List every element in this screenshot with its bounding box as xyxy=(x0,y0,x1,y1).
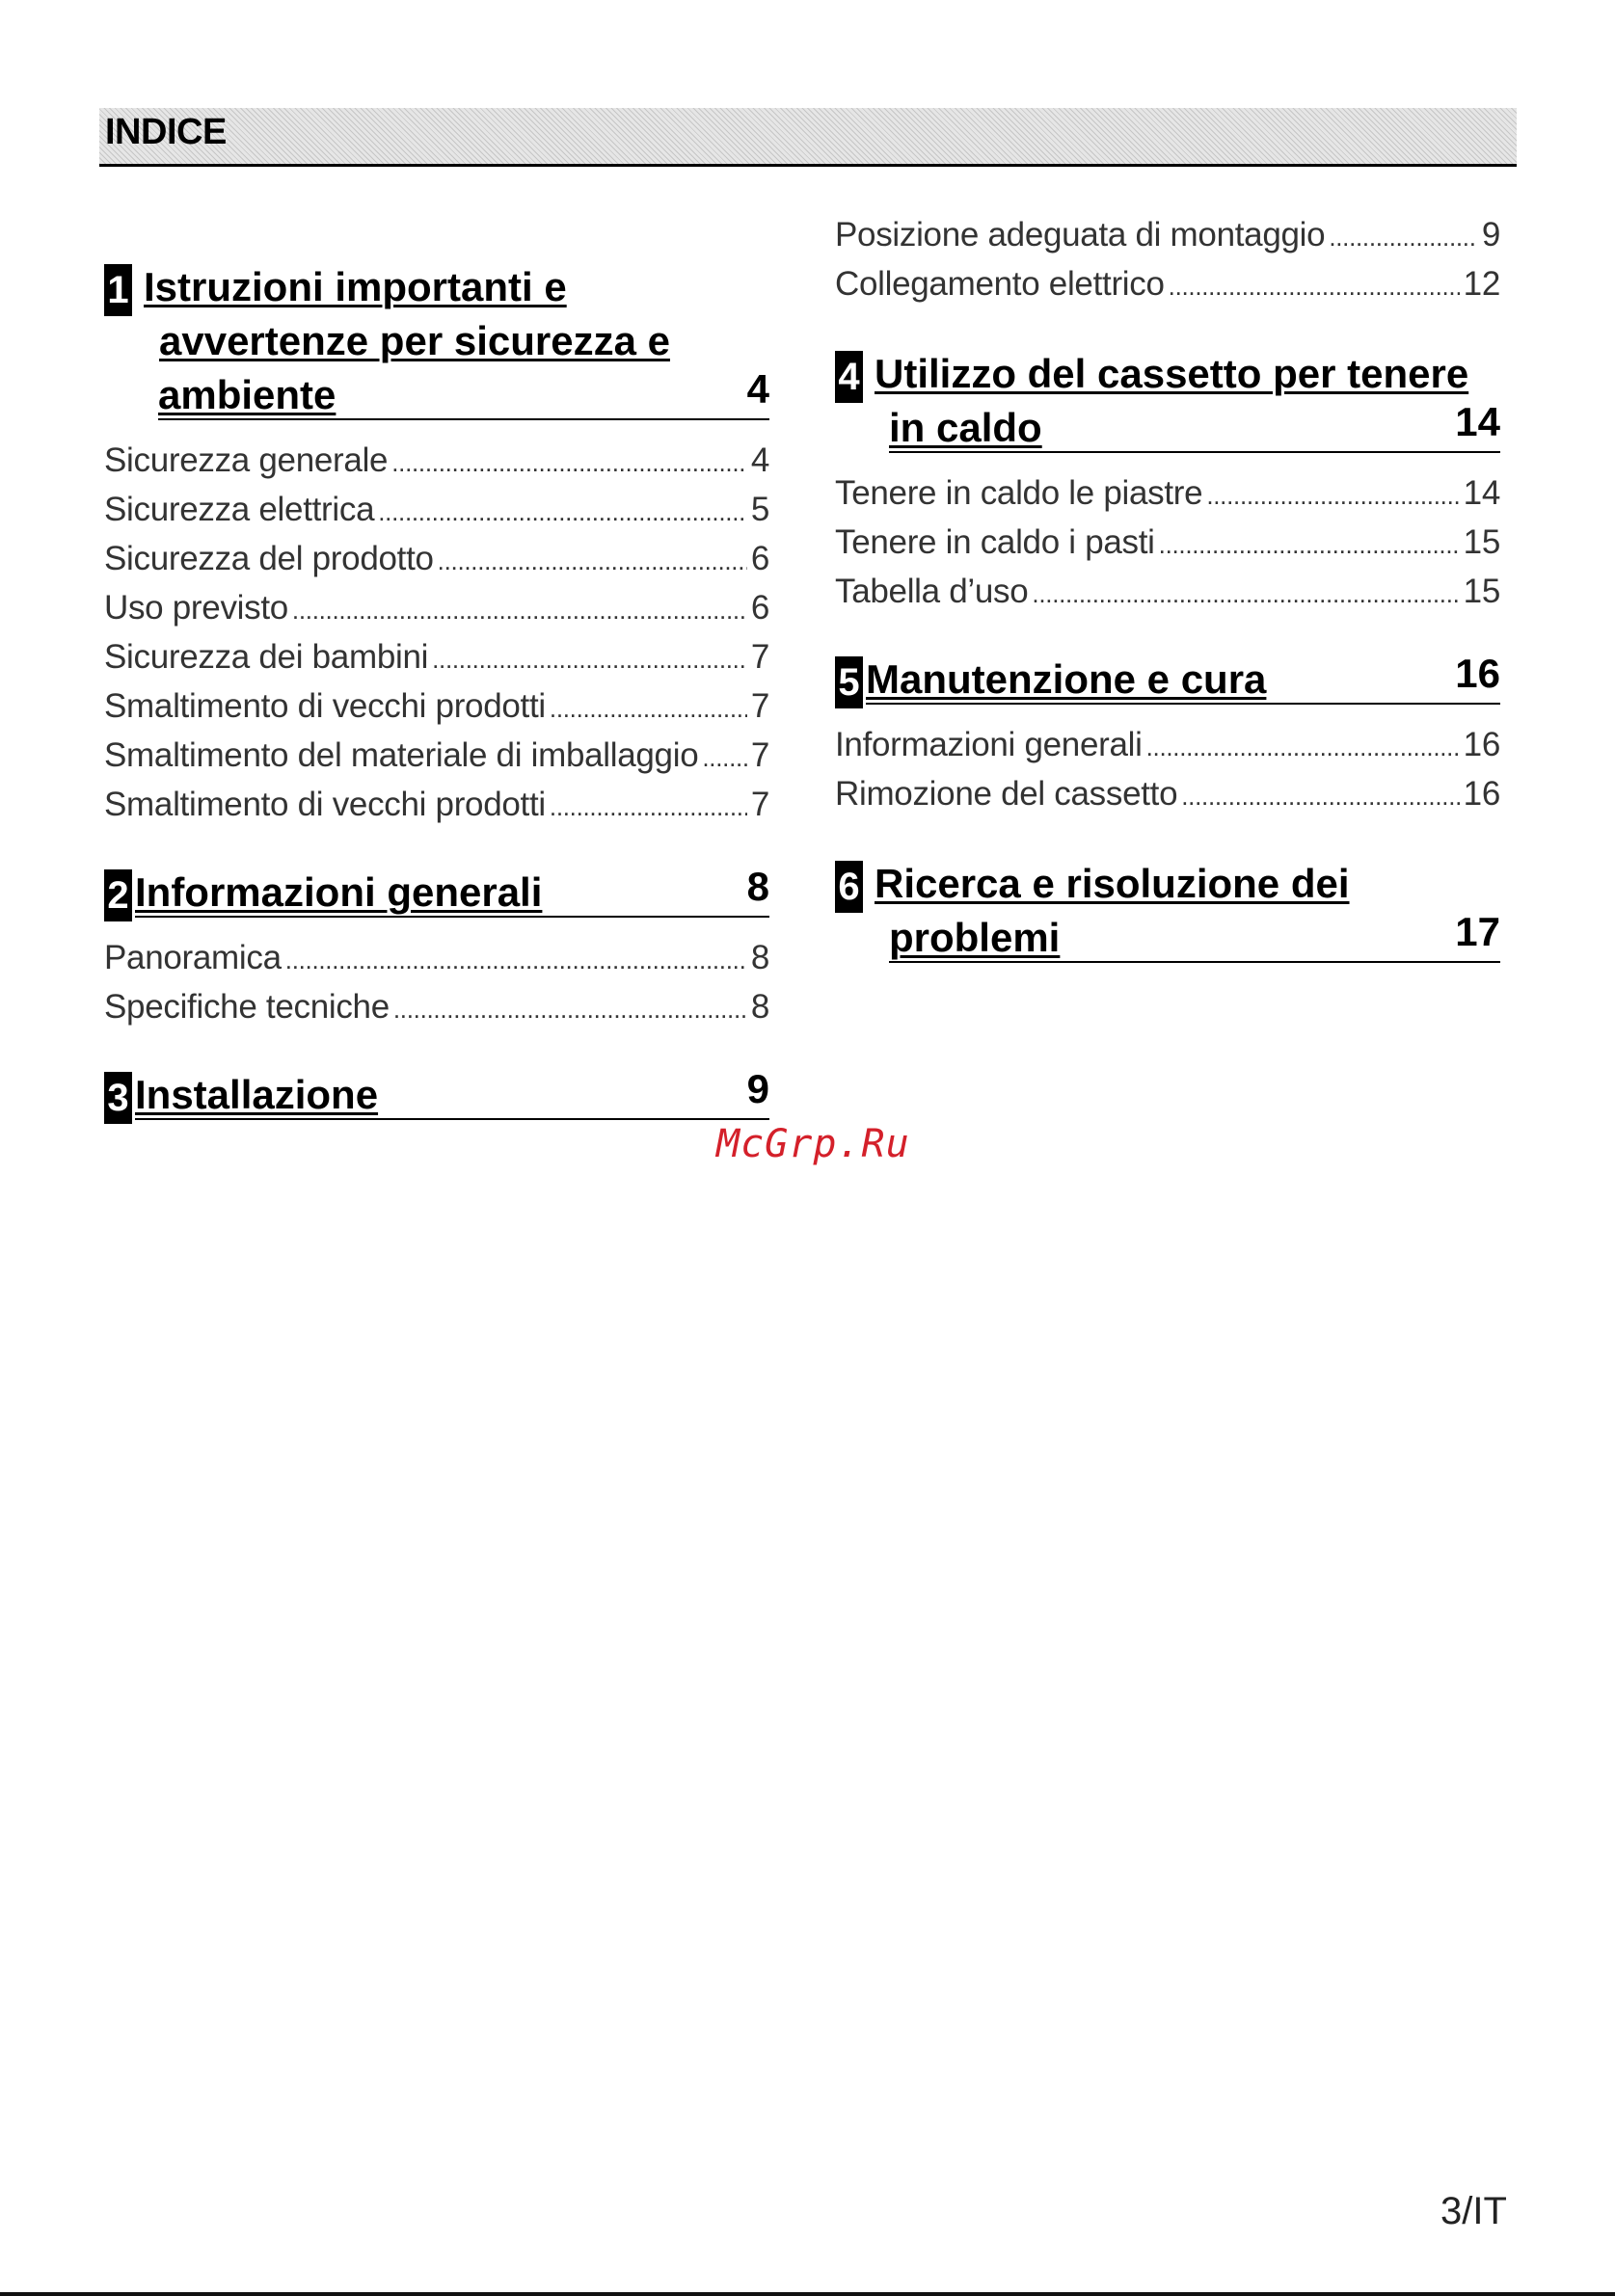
section-title-line[interactable] xyxy=(158,368,769,420)
dot-leader xyxy=(1206,471,1459,521)
toc-entry-page: 15 xyxy=(1463,573,1500,610)
toc-section-5 xyxy=(835,653,1500,818)
toc-entry-list xyxy=(835,720,1500,818)
toc-entry-label: Specifiche tecniche xyxy=(104,988,390,1026)
toc-entry-page: 6 xyxy=(750,540,769,577)
toc-entry-label: Informazioni generali xyxy=(835,726,1143,763)
dot-leader xyxy=(285,936,747,985)
section-title-line[interactable] xyxy=(889,911,1500,963)
section-title-text: avvertenze per sicurezza e xyxy=(159,318,670,363)
toc-entry[interactable] xyxy=(104,632,769,681)
toc-entry-label: Rimozione del cassetto xyxy=(835,775,1178,813)
dot-leader xyxy=(1169,262,1460,311)
toc-entry-list xyxy=(104,436,769,829)
section-title-text: Istruzioni importanti e xyxy=(144,264,567,309)
section-title-line[interactable] xyxy=(889,401,1500,453)
toc-entry-page: 8 xyxy=(750,939,769,976)
section-title-line[interactable] xyxy=(135,1068,769,1120)
dot-leader xyxy=(391,439,747,488)
section-number-badge: 2 xyxy=(104,869,132,921)
section-title-line[interactable] xyxy=(835,857,1500,911)
toc-entry-list xyxy=(835,210,1500,308)
toc-entry-list xyxy=(835,468,1500,616)
section-title-line[interactable] xyxy=(866,653,1500,705)
dot-leader xyxy=(550,783,747,832)
toc-entry[interactable] xyxy=(104,534,769,583)
section-title-text: problemi xyxy=(889,915,1061,960)
dot-leader xyxy=(702,734,746,783)
toc-entry-list xyxy=(104,933,769,1031)
toc-entry-label: Sicurezza generale xyxy=(104,441,389,479)
toc-entry-page: 12 xyxy=(1463,265,1500,303)
index-title: INDICE xyxy=(105,112,227,152)
dot-leader xyxy=(1329,213,1478,262)
toc-entry-label: Smaltimento del materiale di imballaggio xyxy=(104,736,699,774)
section-page-number: 4 xyxy=(746,366,769,412)
toc-entry[interactable] xyxy=(104,436,769,485)
section-title-text: Informazioni generali xyxy=(135,869,543,915)
toc-entry-page: 14 xyxy=(1463,474,1500,512)
toc-entry-page: 7 xyxy=(750,736,769,774)
toc-entry-page: 8 xyxy=(750,988,769,1026)
toc-entry-label: Panoramica xyxy=(104,939,282,976)
dot-leader xyxy=(438,537,747,586)
toc-entry[interactable] xyxy=(104,731,769,780)
toc-entry-label: Tenere in caldo i pasti xyxy=(835,523,1155,561)
section-title-line[interactable] xyxy=(104,314,769,368)
dot-leader xyxy=(1032,570,1459,619)
section-page-number: 14 xyxy=(1455,399,1500,444)
dot-leader xyxy=(292,586,747,635)
toc-section-2 xyxy=(104,866,769,1031)
toc-entry[interactable] xyxy=(104,681,769,731)
index-header-band xyxy=(99,108,1517,167)
section-title-text: Ricerca e risoluzione dei xyxy=(875,861,1350,906)
dot-leader xyxy=(378,488,747,537)
section-number-badge: 6 xyxy=(835,861,863,913)
section-number-badge: 1 xyxy=(104,264,132,316)
toc-entry[interactable] xyxy=(835,468,1500,518)
toc-right-column xyxy=(835,210,1500,963)
section-page-number: 16 xyxy=(1455,651,1500,696)
toc-entry-page: 16 xyxy=(1463,726,1500,763)
section-page-number: 8 xyxy=(746,864,769,909)
toc-section-1 xyxy=(104,260,769,829)
toc-entry-label: Sicurezza dei bambini xyxy=(104,638,429,676)
toc-entry[interactable] xyxy=(104,485,769,534)
section-title-text: Utilizzo del cassetto per tenere xyxy=(875,351,1469,396)
toc-left-column xyxy=(104,222,769,1120)
toc-entry-page: 9 xyxy=(1481,216,1500,254)
toc-entry-label: Tabella d’uso xyxy=(835,573,1029,610)
section-title-text: in caldo xyxy=(889,405,1042,450)
section-title-text: Installazione xyxy=(135,1072,379,1117)
toc-entry-page: 16 xyxy=(1463,775,1500,813)
toc-entry[interactable] xyxy=(835,567,1500,616)
page-number: 3/IT xyxy=(1440,2190,1507,2232)
toc-section-6 xyxy=(835,857,1500,963)
dot-leader xyxy=(1159,521,1460,570)
section-title-text: Manutenzione e cura xyxy=(866,656,1267,702)
toc-entry-page: 6 xyxy=(750,589,769,627)
toc-entry-page: 5 xyxy=(750,491,769,528)
toc-entry[interactable] xyxy=(835,210,1500,259)
toc-entry-label: Sicurezza del prodotto xyxy=(104,540,434,577)
dot-leader xyxy=(393,985,747,1034)
toc-entry[interactable] xyxy=(835,518,1500,567)
toc-entry[interactable] xyxy=(835,720,1500,769)
toc-entry-label: Smaltimento di vecchi prodotti xyxy=(104,687,546,725)
toc-entry-label: Posizione adeguata di montaggio xyxy=(835,216,1326,254)
toc-section-4 xyxy=(835,347,1500,616)
toc-entry[interactable] xyxy=(835,769,1500,818)
section-number-badge: 4 xyxy=(835,351,863,403)
dot-leader xyxy=(550,684,747,734)
toc-entry[interactable] xyxy=(835,259,1500,308)
toc-entry-label: Tenere in caldo le piastre xyxy=(835,474,1203,512)
watermark-text: McGrp.Ru xyxy=(716,1122,910,1166)
toc-entry-label: Uso previsto xyxy=(104,589,288,627)
toc-entry-label: Sicurezza elettrica xyxy=(104,491,375,528)
bottom-rule xyxy=(0,2292,1615,2296)
section-number-badge: 3 xyxy=(104,1072,132,1124)
dot-leader xyxy=(1146,723,1460,772)
dot-leader xyxy=(432,635,747,684)
toc-entry[interactable] xyxy=(104,583,769,632)
toc-entry-page: 7 xyxy=(750,638,769,676)
toc-entry[interactable] xyxy=(104,780,769,829)
toc-entry-page: 15 xyxy=(1463,523,1500,561)
section-title-line[interactable] xyxy=(104,260,769,314)
section-title-line[interactable] xyxy=(835,347,1500,401)
dot-leader xyxy=(1181,772,1459,821)
toc-entry-page: 7 xyxy=(750,786,769,823)
section-title-text: ambiente xyxy=(158,372,336,417)
toc-entry[interactable] xyxy=(104,933,769,982)
section-title-line[interactable] xyxy=(135,866,769,918)
toc-section-3 xyxy=(104,1068,769,1120)
toc-entry-label: Smaltimento di vecchi prodotti xyxy=(104,786,546,823)
toc-entry[interactable] xyxy=(104,982,769,1031)
toc-entry-page: 7 xyxy=(750,687,769,725)
section-page-number: 17 xyxy=(1455,909,1500,954)
toc-entry-label: Collegamento elettrico xyxy=(835,265,1165,303)
toc-entry-page: 4 xyxy=(750,441,769,479)
section-page-number: 9 xyxy=(746,1066,769,1111)
section-number-badge: 5 xyxy=(835,656,863,708)
